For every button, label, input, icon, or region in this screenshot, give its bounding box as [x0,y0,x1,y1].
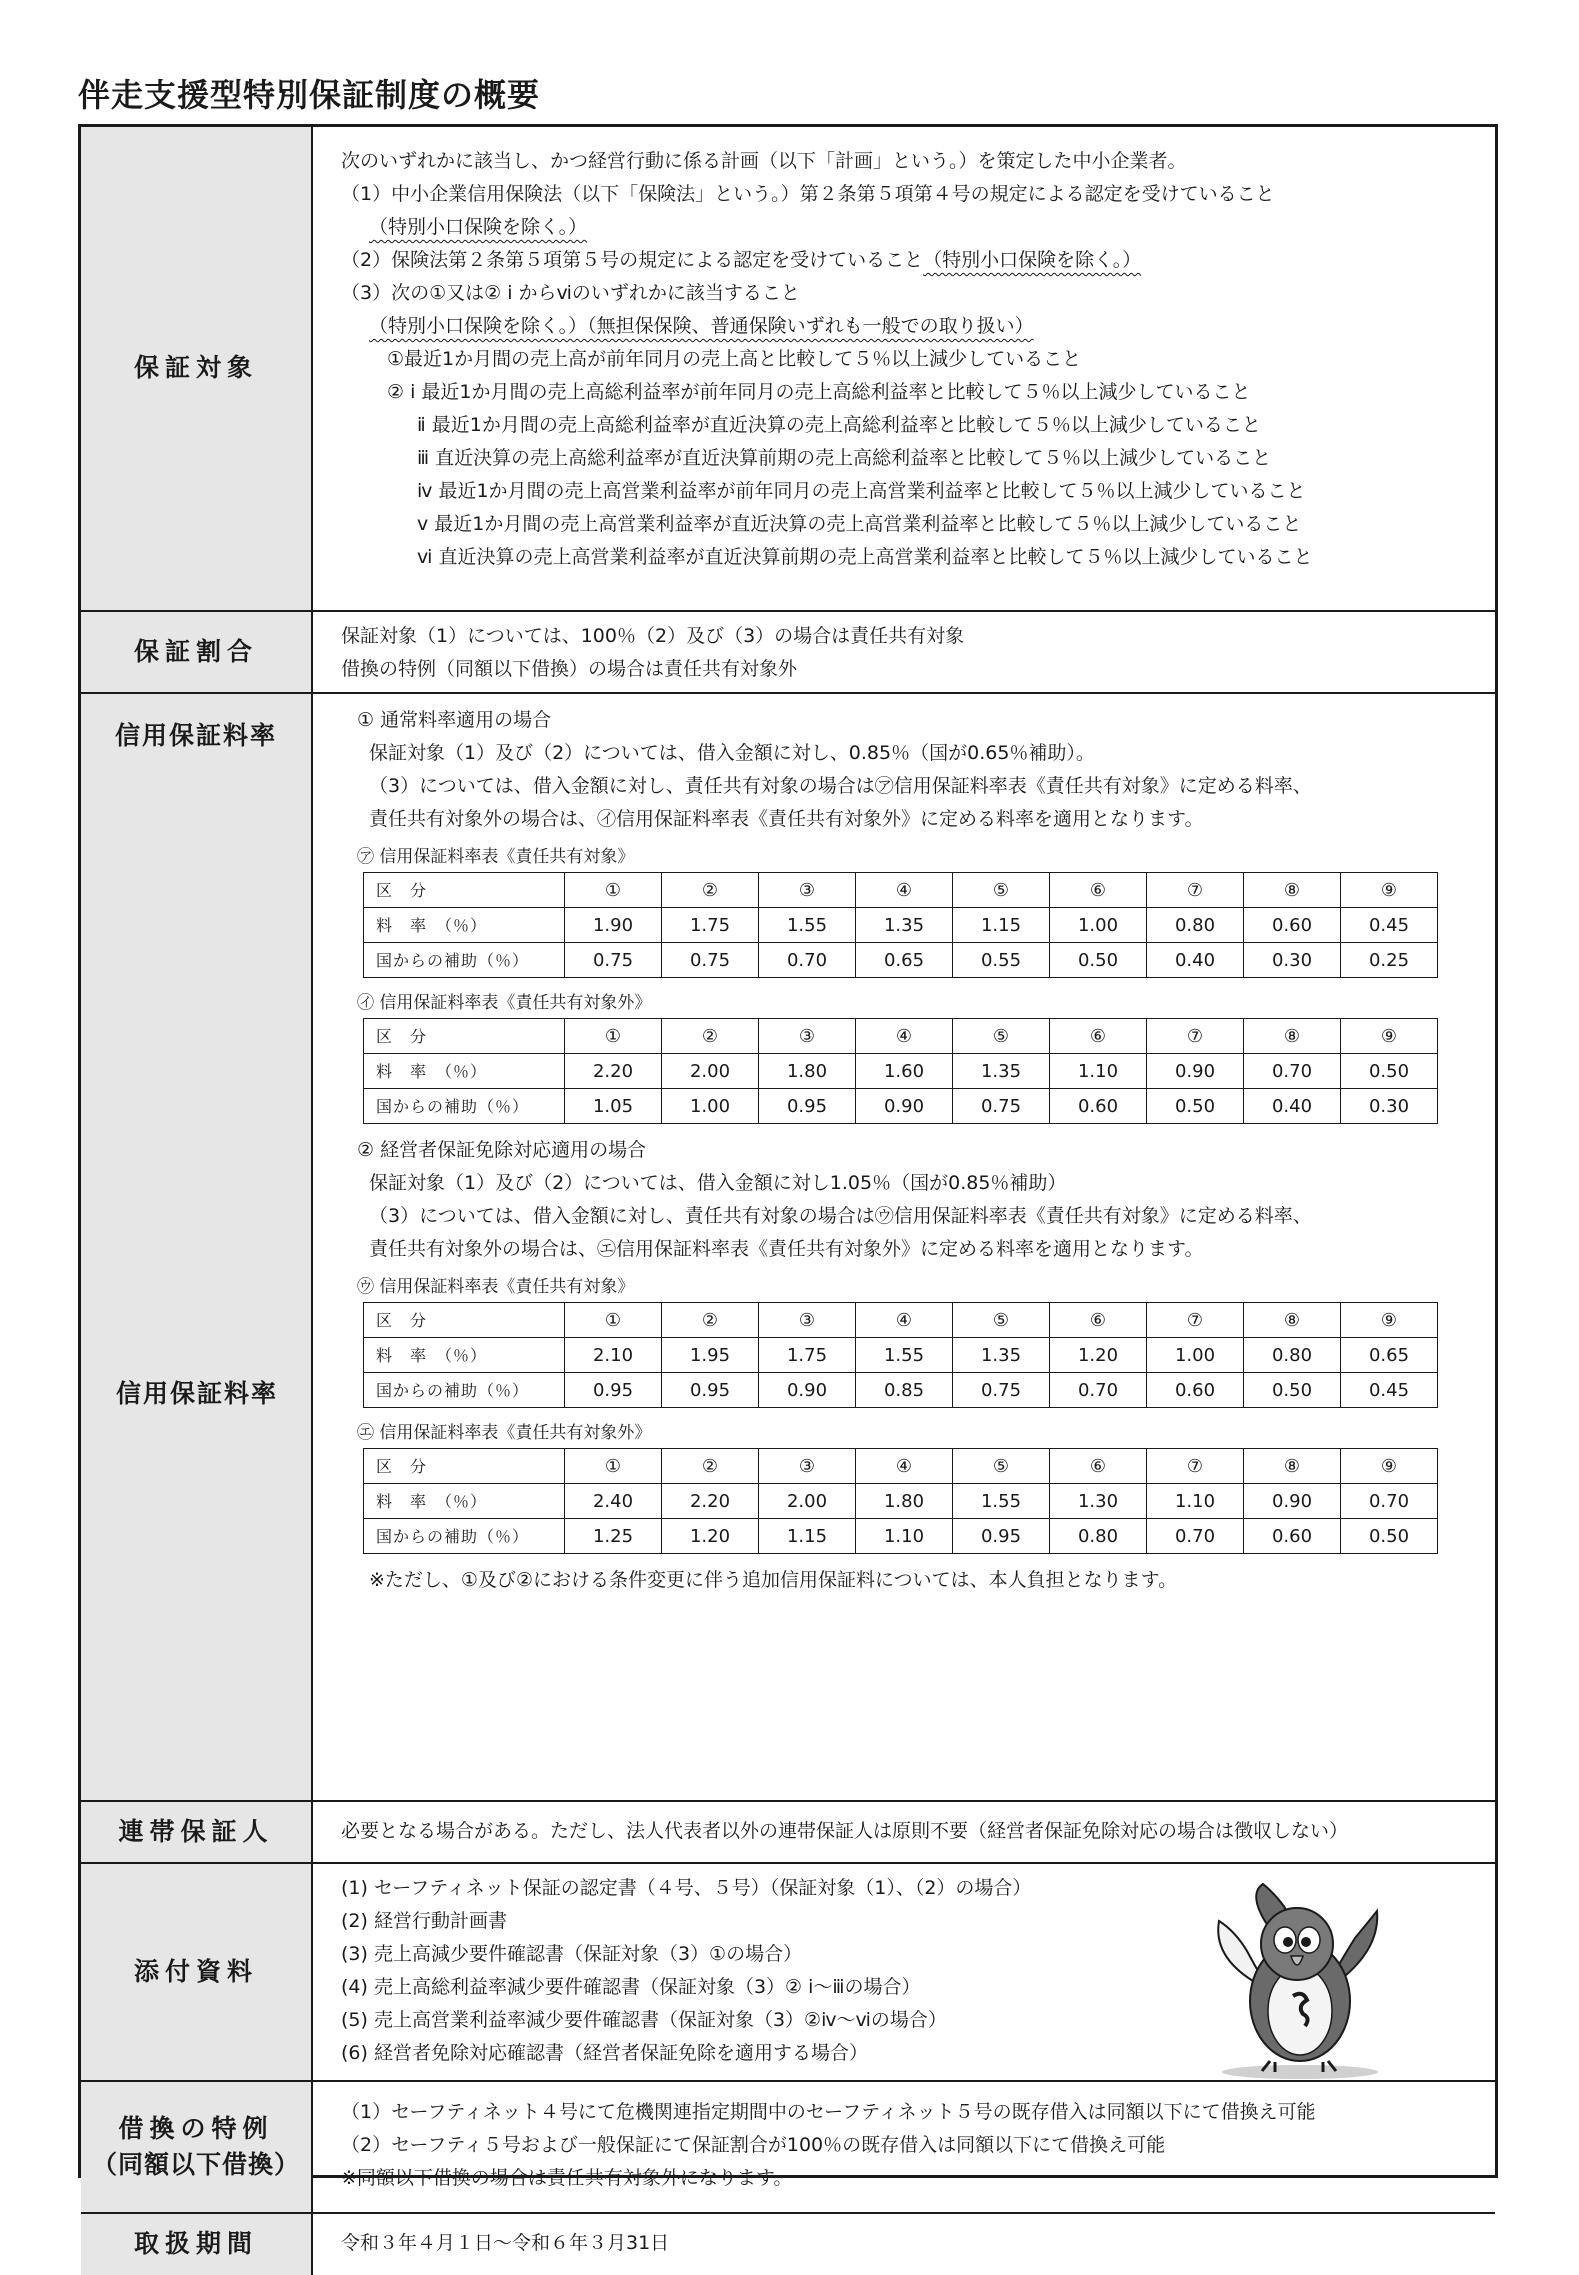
subsidy-value-cell: 0.85 [856,1373,953,1408]
rate-value-cell: 0.90 [1147,1054,1244,1089]
rate-value-cell: 1.35 [856,908,953,943]
rate-row-label: 料 率 （％） [364,1338,565,1373]
subsidy-value-cell: 0.75 [565,943,662,978]
subsidy-value-cell: 0.95 [565,1373,662,1408]
target-line: （特別小口保険を除く。） [923,249,1142,271]
subsidy-value-cell: 0.70 [759,943,856,978]
rate-category-cell: ④ [856,1019,953,1054]
target-line: ⅱ 最近1か月間の売上高総利益率が直近決算の売上高総利益率と比較して５％以上減少していること [417,414,1261,436]
page-title: 伴走支援型特別保証制度の概要 [78,76,541,114]
rate-category-cell: ③ [759,1449,856,1484]
subsidy-value-cell: 0.90 [759,1373,856,1408]
period-line: 令和３年４月１日～令和６年３月31日 [341,2232,670,2254]
target-line: （特別小口保険を除く。） [369,216,588,238]
rate-table-row [364,1484,1438,1519]
subsidy-value-cell: 0.50 [1244,1373,1341,1408]
fee-part1-line: 保証対象（1）及び（2）については、借入金額に対し、0.85％（国が0.65％補助）。 [369,742,1095,764]
rate-category-cell: ⑨ [1341,1449,1438,1484]
section-guarantor [81,1802,1495,1864]
attachment-item: (5) 売上高営業利益率減少要件確認書（保証対象（3）②ⅳ～ⅵの場合） [341,2009,947,2031]
section-ratio-body [313,612,1495,692]
subsidy-value-cell: 0.70 [1050,1373,1147,1408]
overview-table [78,124,1498,2259]
rate-category-cell: ⑨ [1341,1019,1438,1054]
rate-table-label: ㋐ 信用保証料率表《責任共有対象》 [357,847,635,867]
subsidy-value-cell: 0.60 [1147,1373,1244,1408]
refinance-line: （1）セーフティネット４号にて危機関連指定期間中のセーフティネット５号の既存借入は同額以下にて借換え可能 [341,2101,1316,2123]
rate-table-row [364,1303,1438,1338]
rate-table-a [357,872,1495,978]
rate-value-cell: 1.80 [759,1054,856,1089]
rate-table-grid [363,872,1438,978]
rate-value-cell: 1.55 [759,908,856,943]
fee-part2-line: （3）については、借入金額に対し、責任共有対象の場合は㋒信用保証料率表《責任共有対象》に定める料率、 [369,1205,1312,1227]
rate-value-cell: 0.80 [1147,908,1244,943]
section-attachments [81,1864,1495,2082]
subsidy-value-cell: 0.30 [1244,943,1341,978]
rate-row-label: 区 分 [364,1019,565,1054]
section-period [81,2214,1495,2275]
rate-table-row [364,1449,1438,1484]
rate-table-row [364,1519,1438,1554]
rate-table-e [357,1448,1495,1554]
rate-category-cell: ① [565,1019,662,1054]
section-target-body [313,127,1495,610]
rate-category-cell: ⑦ [1147,873,1244,908]
target-line: ⅳ 最近1か月間の売上高営業利益率が前年同月の売上高営業利益率と比較して５％以上減少していること [417,480,1306,502]
rate-row-label: 料 率 （％） [364,908,565,943]
ratio-line: 借換の特例（同額以下借換）の場合は責任共有対象外 [341,658,798,680]
rate-value-cell: 1.35 [953,1054,1050,1089]
rate-category-cell: ④ [856,1449,953,1484]
subsidy-value-cell: 0.45 [1341,1373,1438,1408]
rate-category-cell: ⑥ [1050,1449,1147,1484]
rate-row-label: 料 率 （％） [364,1054,565,1089]
rate-row-label: 国からの補助（％） [364,1373,565,1408]
section-fee-header-2: 信用保証料率 [115,1379,278,1408]
fee-part2-line: 責任共有対象外の場合は、㋓信用保証料率表《責任共有対象外》に定める料率を適用となります。 [369,1238,1204,1260]
target-line: （3）次の①又は② ⅰ からⅵのいずれかに該当すること [341,282,800,304]
section-ratio-header: 保証割合 [81,612,313,692]
rate-value-cell: 1.55 [953,1484,1050,1519]
guarantor-line: 必要となる場合がある。ただし、法人代表者以外の連帯保証人は原則不要（経営者保証免除対応の場合は徴収しない） [341,1820,1349,1842]
rate-value-cell: 0.50 [1341,1054,1438,1089]
rate-value-cell: 1.15 [953,908,1050,943]
rate-category-cell: ① [565,1449,662,1484]
subsidy-value-cell: 0.65 [856,943,953,978]
section-target-header: 保証対象 [81,127,313,610]
subsidy-value-cell: 1.25 [565,1519,662,1554]
section-refinance-header [81,2082,313,2212]
rate-row-label: 区 分 [364,1449,565,1484]
rate-category-cell: ⑦ [1147,1019,1244,1054]
subsidy-value-cell: 0.40 [1244,1089,1341,1124]
subsidy-value-cell: 1.20 [662,1519,759,1554]
rate-category-cell: ⑥ [1050,1303,1147,1338]
rate-category-cell: ⑦ [1147,1303,1244,1338]
rate-row-label: 料 率 （％） [364,1484,565,1519]
target-line: （特別小口保険を除く。）（無担保保険、普通保険いずれも一般での取り扱い） [369,315,1034,337]
rate-value-cell: 1.00 [1050,908,1147,943]
rate-table-grid [363,1448,1438,1554]
section-guarantor-body [313,1802,1495,1862]
rate-table-label: ㋑ 信用保証料率表《責任共有対象外》 [357,993,652,1013]
target-line: ② ⅰ 最近1か月間の売上高総利益率が前年同月の売上高総利益率と比較して５％以上減少していること [387,381,1251,403]
subsidy-value-cell: 0.95 [662,1373,759,1408]
rate-value-cell: 1.10 [1147,1484,1244,1519]
subsidy-value-cell: 0.50 [1147,1089,1244,1124]
target-line: （2）保険法第２条第５項第５号の規定による認定を受けていること [341,249,924,271]
rate-value-cell: 0.45 [1341,908,1438,943]
subsidy-value-cell: 0.90 [856,1089,953,1124]
rate-value-cell: 1.90 [565,908,662,943]
refinance-line: （2）セーフティ５号および一般保証にて保証割合が100％の既存借入は同額以下にて借換え可能 [341,2134,1166,2156]
attachment-item: (4) 売上高総利益率減少要件確認書（保証対象（3）② ⅰ～ⅲの場合） [341,1976,921,1998]
section-guarantor-header: 連帯保証人 [81,1802,313,1862]
rate-table-grid [363,1302,1438,1408]
rate-value-cell: 2.00 [759,1484,856,1519]
rate-table-row [364,1338,1438,1373]
rate-category-cell: ⑦ [1147,1449,1244,1484]
fee-part1-line: 責任共有対象外の場合は、㋑信用保証料率表《責任共有対象外》に定める料率を適用となります。 [369,808,1204,830]
rate-category-cell: ⑥ [1050,873,1147,908]
rate-table-u [357,1302,1495,1408]
rate-category-cell: ⑥ [1050,1019,1147,1054]
rate-value-cell: 1.55 [856,1338,953,1373]
rate-value-cell: 1.30 [1050,1484,1147,1519]
rate-value-cell: 1.95 [662,1338,759,1373]
rate-category-cell: ② [662,1019,759,1054]
section-period-header: 取扱期間 [81,2214,313,2275]
subsidy-value-cell: 0.75 [953,1373,1050,1408]
subsidy-value-cell: 0.50 [1050,943,1147,978]
rate-value-cell: 2.10 [565,1338,662,1373]
rate-value-cell: 1.75 [759,1338,856,1373]
rate-category-cell: ⑧ [1244,1019,1341,1054]
rate-category-cell: ⑨ [1341,873,1438,908]
section-fee-body [313,694,1495,1800]
rate-table-label: ㋓ 信用保証料率表《責任共有対象外》 [357,1423,652,1443]
subsidy-value-cell: 0.40 [1147,943,1244,978]
rate-value-cell: 0.60 [1244,908,1341,943]
fee-part2-heading: ② 経営者保証免除対応適用の場合 [357,1139,647,1161]
subsidy-value-cell: 0.95 [759,1089,856,1124]
rate-row-label: 国からの補助（％） [364,1519,565,1554]
rate-category-cell: ① [565,1303,662,1338]
rate-row-label: 国からの補助（％） [364,943,565,978]
rate-category-cell: ④ [856,1303,953,1338]
rate-table-i [357,1018,1495,1124]
subsidy-value-cell: 0.70 [1147,1519,1244,1554]
rate-row-label: 区 分 [364,873,565,908]
rate-table-row [364,1089,1438,1124]
target-line: 次のいずれかに該当し、かつ経営行動に係る計画（以下「計画」という。）を策定した中小企業者。 [341,150,1187,172]
section-refinance-body [313,2082,1495,2212]
fee-part1-heading: ① 通常料率適用の場合 [357,709,552,731]
rate-value-cell: 2.20 [662,1484,759,1519]
section-refinance [81,2082,1495,2214]
rate-category-cell: ⑤ [953,1303,1050,1338]
subsidy-value-cell: 0.75 [953,1089,1050,1124]
subsidy-value-cell: 0.30 [1341,1089,1438,1124]
attachment-item: (6) 経営者免除対応確認書（経営者保証免除を適用する場合） [341,2042,868,2064]
rate-table-row [364,1054,1438,1089]
rate-category-cell: ⑤ [953,873,1050,908]
subsidy-value-cell: 0.50 [1341,1519,1438,1554]
subsidy-value-cell: 0.80 [1050,1519,1147,1554]
rate-category-cell: ⑤ [953,1449,1050,1484]
rate-value-cell: 0.80 [1244,1338,1341,1373]
rate-category-cell: ② [662,873,759,908]
subsidy-value-cell: 0.95 [953,1519,1050,1554]
rate-category-cell: ③ [759,1019,856,1054]
rate-value-cell: 1.00 [1147,1338,1244,1373]
rate-category-cell: ⑧ [1244,873,1341,908]
attachment-item: (3) 売上高減少要件確認書（保証対象（3）①の場合） [341,1943,803,1965]
rate-value-cell: 2.00 [662,1054,759,1089]
rate-value-cell: 0.90 [1244,1484,1341,1519]
rate-table-row [364,943,1438,978]
ratio-line: 保証対象（1）については、100％（2）及び（3）の場合は責任共有対象 [341,625,965,647]
section-fee [81,694,1495,1802]
rate-value-cell: 1.35 [953,1338,1050,1373]
section-attachments-header: 添付資料 [81,1864,313,2080]
target-line: ⅴ 最近1か月間の売上高営業利益率が直近決算の売上高営業利益率と比較して５％以上減少していること [417,513,1302,535]
attachment-item: (2) 経営行動計画書 [341,1910,507,1932]
rate-category-cell: ⑧ [1244,1449,1341,1484]
section-target [81,127,1495,612]
target-line: （1）中小企業信用保険法（以下「保険法」という。）第２条第５項第４号の規定による認定を受けていること [341,183,1275,205]
subsidy-value-cell: 0.60 [1050,1089,1147,1124]
subsidy-value-cell: 0.55 [953,943,1050,978]
section-period-body [313,2214,1495,2275]
rate-category-cell: ⑧ [1244,1303,1341,1338]
target-line: ⅵ 直近決算の売上高営業利益率が直近決算前期の売上高営業利益率と比較して５％以上減少していること [417,546,1313,568]
attachment-item: (1) セーフティネット保証の認定書（４号、５号）（保証対象（1）、（2）の場合） [341,1877,1032,1899]
rate-category-cell: ③ [759,1303,856,1338]
rate-table-label: ㋒ 信用保証料率表《責任共有対象》 [357,1277,635,1297]
rate-table-row [364,873,1438,908]
rate-value-cell: 1.20 [1050,1338,1147,1373]
rate-value-cell: 0.70 [1341,1484,1438,1519]
rate-table-row [364,1019,1438,1054]
rate-value-cell: 2.40 [565,1484,662,1519]
subsidy-value-cell: 0.60 [1244,1519,1341,1554]
rate-row-label: 国からの補助（％） [364,1089,565,1124]
rate-category-cell: ② [662,1449,759,1484]
rate-value-cell: 1.60 [856,1054,953,1089]
fee-part1-line: （3）については、借入金額に対し、責任共有対象の場合は㋐信用保証料率表《責任共有対象》に定める料率、 [369,775,1312,797]
rate-category-cell: ⑨ [1341,1303,1438,1338]
subsidy-value-cell: 0.25 [1341,943,1438,978]
refinance-label: 借換の特例 [118,2113,274,2143]
rate-value-cell: 0.70 [1244,1054,1341,1089]
subsidy-value-cell: 1.05 [565,1089,662,1124]
target-line: ⅲ 直近決算の売上高総利益率が直近決算前期の売上高総利益率と比較して５％以上減少していること [417,447,1272,469]
rate-value-cell: 2.20 [565,1054,662,1089]
rate-category-cell: ① [565,873,662,908]
fee-part2-line: 保証対象（1）及び（2）については、借入金額に対し1.05％（国が0.85％補助） [369,1172,1067,1194]
rate-category-cell: ② [662,1303,759,1338]
target-line: ①最近1か月間の売上高が前年同月の売上高と比較して５％以上減少していること [387,348,1082,370]
section-ratio [81,612,1495,694]
section-fee-header: 信用保証料率 [81,694,313,1800]
rate-value-cell: 1.80 [856,1484,953,1519]
rate-category-cell: ③ [759,873,856,908]
rate-table-row [364,1373,1438,1408]
refinance-label-sub: （同額以下借換） [91,2150,300,2179]
subsidy-value-cell: 0.75 [662,943,759,978]
refinance-line: ※同額以下借換の場合は責任共有対象外になります。 [341,2167,793,2189]
rate-value-cell: 1.10 [1050,1054,1147,1089]
rate-value-cell: 1.75 [662,908,759,943]
subsidy-value-cell: 1.00 [662,1089,759,1124]
rate-row-label: 区 分 [364,1303,565,1338]
subsidy-value-cell: 1.15 [759,1519,856,1554]
rate-value-cell: 0.65 [1341,1338,1438,1373]
rate-table-row [364,908,1438,943]
rate-category-cell: ⑤ [953,1019,1050,1054]
rate-table-grid [363,1018,1438,1124]
rate-category-cell: ④ [856,873,953,908]
bird-mascot-icon [1205,1876,1395,2081]
subsidy-value-cell: 1.10 [856,1519,953,1554]
fee-note: ※ただし、①及び②における条件変更に伴う追加信用保証料については、本人負担となります。 [369,1569,1178,1591]
